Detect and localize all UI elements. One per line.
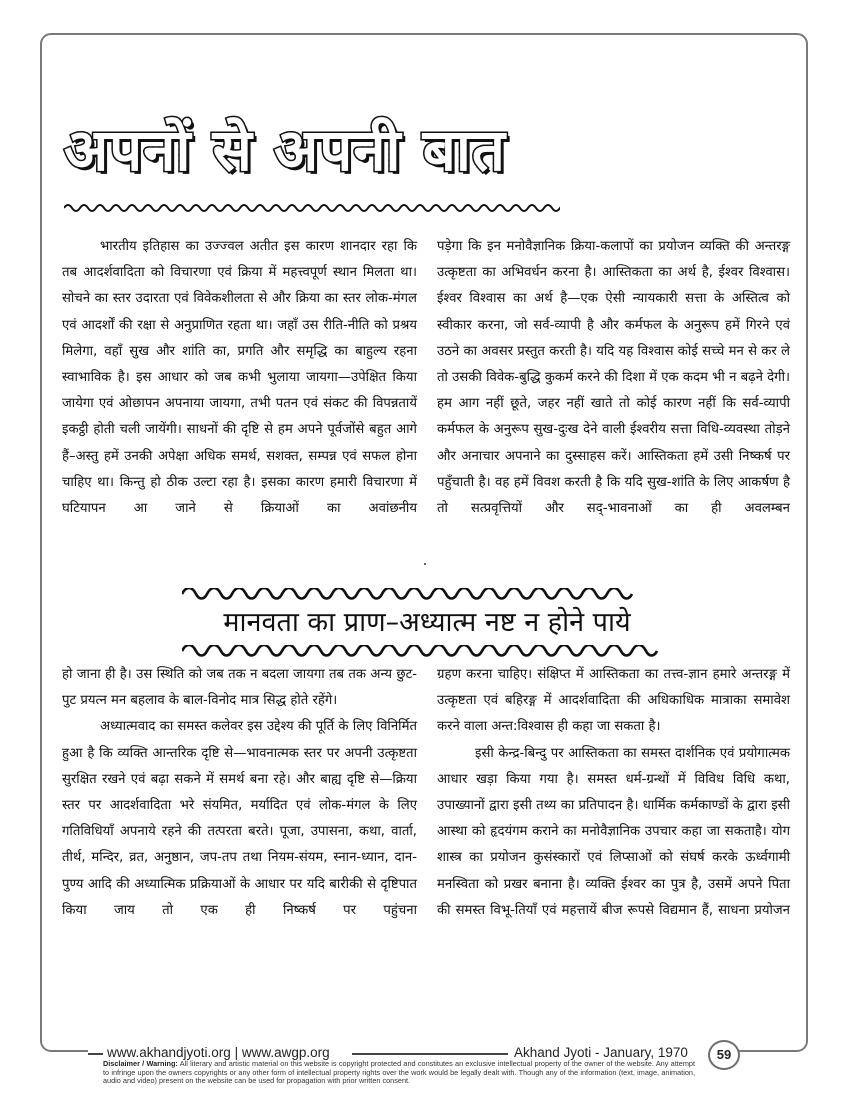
footer-website-links[interactable]: www.akhandjyoti.org | www.awgp.org: [103, 1045, 334, 1061]
article-title: [64, 115, 506, 185]
column-bottom-left: [62, 662, 417, 924]
disclaimer-text: All literary and artistic material on this website is copyright protected and constitutes an exclusive intellectual property of the owner of the website. Any attempt to infringe upon the owners copyrights or any other form of intellectual property rights over the work would be legally dealt with. Though any of the information (text, image, animation, audio and video) present on the website can be used for propagation with prior written consent.: [103, 1059, 695, 1086]
article-title-text: अपनों से अपनी बात: [64, 116, 506, 184]
footer-rule-middle: [352, 1053, 512, 1055]
footer-magazine-issue: Akhand Jyoti - January, 1970: [508, 1045, 694, 1061]
paragraph: इसी केन्द्र-बिन्दु पर आस्तिकता का समस्त दार्शनिक एवं प्रयोगात्मक आधार खड़ा किया गया है। समस्त धर्म-ग्रन्थों में विविध विधि कथा, उपाख्यानों द्वारा इसी तथ्य का प्रतिपादन है। धार्मिक कर्मकाण्डों के द्वारा इसी आस्था को हृदयंगम कराने का मनोवैज्ञानिक उपचार कहा जा सकताहै। योग शास्त्र का प्रयोजन कुसंस्कारों एवं लिप्साओं को संघर्ष करके ऊर्ध्वगामी मनस्विता को प्रखर बनाना है। व्यक्ति ईश्वर का पुत्र है, उसमें अपने पिता की समस्त विभू-तियाँ एवं महत्तायें बीज रूपसे विद्यमान हैं, साधना प्रयोजन: [437, 745, 790, 918]
paragraph: पड़ेगा कि इन मनोवैज्ञानिक क्रिया-कलापों का प्रयोजन व्यक्ति की अन्तरङ्ग उत्कृष्टता का अभिवर्धन करना है। आस्तिकता का अर्थ है, ईश्वर विश्वास। ईश्वर विश्वास का अर्थ है—एक ऐसी न्यायकारी सत्ता के अस्तित्व को स्वीकार करना, जो सर्व-व्यापी है और कर्मफल के अनुरूप हमें गिरने एवं उठने का अवसर प्रस्तुत करती है। यदि यह विश्वास कोई सच्चे मन से कर ले तो उसकी विवेक-बुद्धि कुकर्म करने की दिशा में एक कदम भी न बढ़ने देगी। हम आग नहीं छूते, जहर नहीं खाते तो कोई कारण नहीं कि सर्व-व्यापी कर्मफल के अनुरूप सुख-दुःख देने वाली ईश्वरीय सत्ता विधि-व्यवस्था तोड़ने और अनाचार अपनाने का दुस्साहस करें। आस्तिकता हमें उसी निष्कर्ष पर पहुँचाती है। वह हमें विवश करती है कि यदि सुख-शांति के लिए आकर्षण है तो सत्प्रवृत्तियों और सद्-भावनाओं का ही अवलम्बन: [437, 239, 790, 517]
paragraph: ग्रहण करना चाहिए। संक्षिप्त में आस्तिकता का तत्त्व-ज्ञान हमारे अन्तरङ्ग में उत्कृष्टता एवं बहिरङ्ग में आदर्शवादिता की अधिकाधिक मात्राका समावेश करने वाला अन्त:विश्वास ही कहा जा सकता है।: [437, 667, 790, 735]
ornament-border-bottom: [182, 645, 672, 657]
disclaimer-label: Disclaimer / Warning:: [103, 1059, 178, 1068]
title-wavy-divider: [64, 200, 560, 214]
print-speck: [424, 563, 426, 565]
paragraph: भारतीय इतिहास का उज्ज्वल अतीत इस कारण शानदार रहा कि तब आदर्शवादिता को विचारणा एवं क्रिया में महत्त्वपूर्ण स्थान मिलता था। सोचने का स्तर उदारता एवं विवेकशीलता से और क्रिया का स्तर लोक-मंगल एवं आदर्शों की रक्षा से अनुप्राणित रहता था। जहाँ उस रीति-नीति को प्रश्रय मिलेगा, वहाँ सुख और शांति का, प्रगति और समृद्धि का बाहुल्य रहना स्वाभाविक है। इस आधार को जब कभी भुलाया जायगा—उपेक्षित किया जायेगा एवं ओछापन अपनाया जायगा, तभी पतन एवं संकट की विपन्नतायें इकट्ठी होती चली जायेंगी। साधनों की दृष्टि से हम अपने पूर्वजोंसे बहुत आगे हैं–अस्तु हमें उनकी अपेक्षा अधिक समर्थ, सशक्त, सम्पन्न एवं सफल होना चाहिए था। किन्तु हो ठीक उल्टा रहा है। इसका कारण हमारी विचारणा में घटियापन आ जाने से क्रियाओं का अवांछनीय: [62, 239, 417, 517]
paragraph: अध्यात्मवाद का समस्त कलेवर इस उद्देश्य की पूर्ति के लिए विनिर्मित हुआ है कि व्यक्ति आन्तरिक दृष्टि से—भावनात्मक स्तर पर अपनी उत्कृष्टता सुरक्षित रखने एवं बढ़ा सकने में समर्थ बना रहे। और बाह्य दृष्टि से—क्रिया स्तर पर आदर्शवादिता भरे संयमित, मर्यादित एवं लोक-मंगल के लिए गतिविधियाँ अपनाये रहने की तत्परता बरते। पूजा, उपासना, कथा, वार्ता, तीर्थ, मन्दिर, व्रत, अनुष्ठान, जप-तप तथा नियम-संयम, स्नान-ध्यान, दान-पुण्य आदि की अध्यात्मिक प्रक्रियाओं के आधार पर यदि बारीकी से दृष्टिपात किया जाय तो एक ही निष्कर्ष पर पहुंचना: [62, 719, 417, 918]
section-subheading: मानवता का प्राण–अध्यात्म नष्ट न होने पाये: [223, 607, 631, 638]
column-top-left: [62, 234, 417, 522]
page-number-badge: 59: [708, 1040, 740, 1070]
column-top-right: [437, 234, 790, 522]
column-bottom-right: [437, 662, 790, 924]
footer-disclaimer: [103, 1060, 695, 1086]
ornament-border-top: [182, 588, 672, 600]
paragraph: हो जाना ही है। उस स्थिति को जब तक न बदला जायगा तब तक अन्य छुट-पुट प्रयत्न मन बहलाव के बाल-विनोद मात्र सिद्ध होते रहेंगे।: [62, 667, 417, 709]
